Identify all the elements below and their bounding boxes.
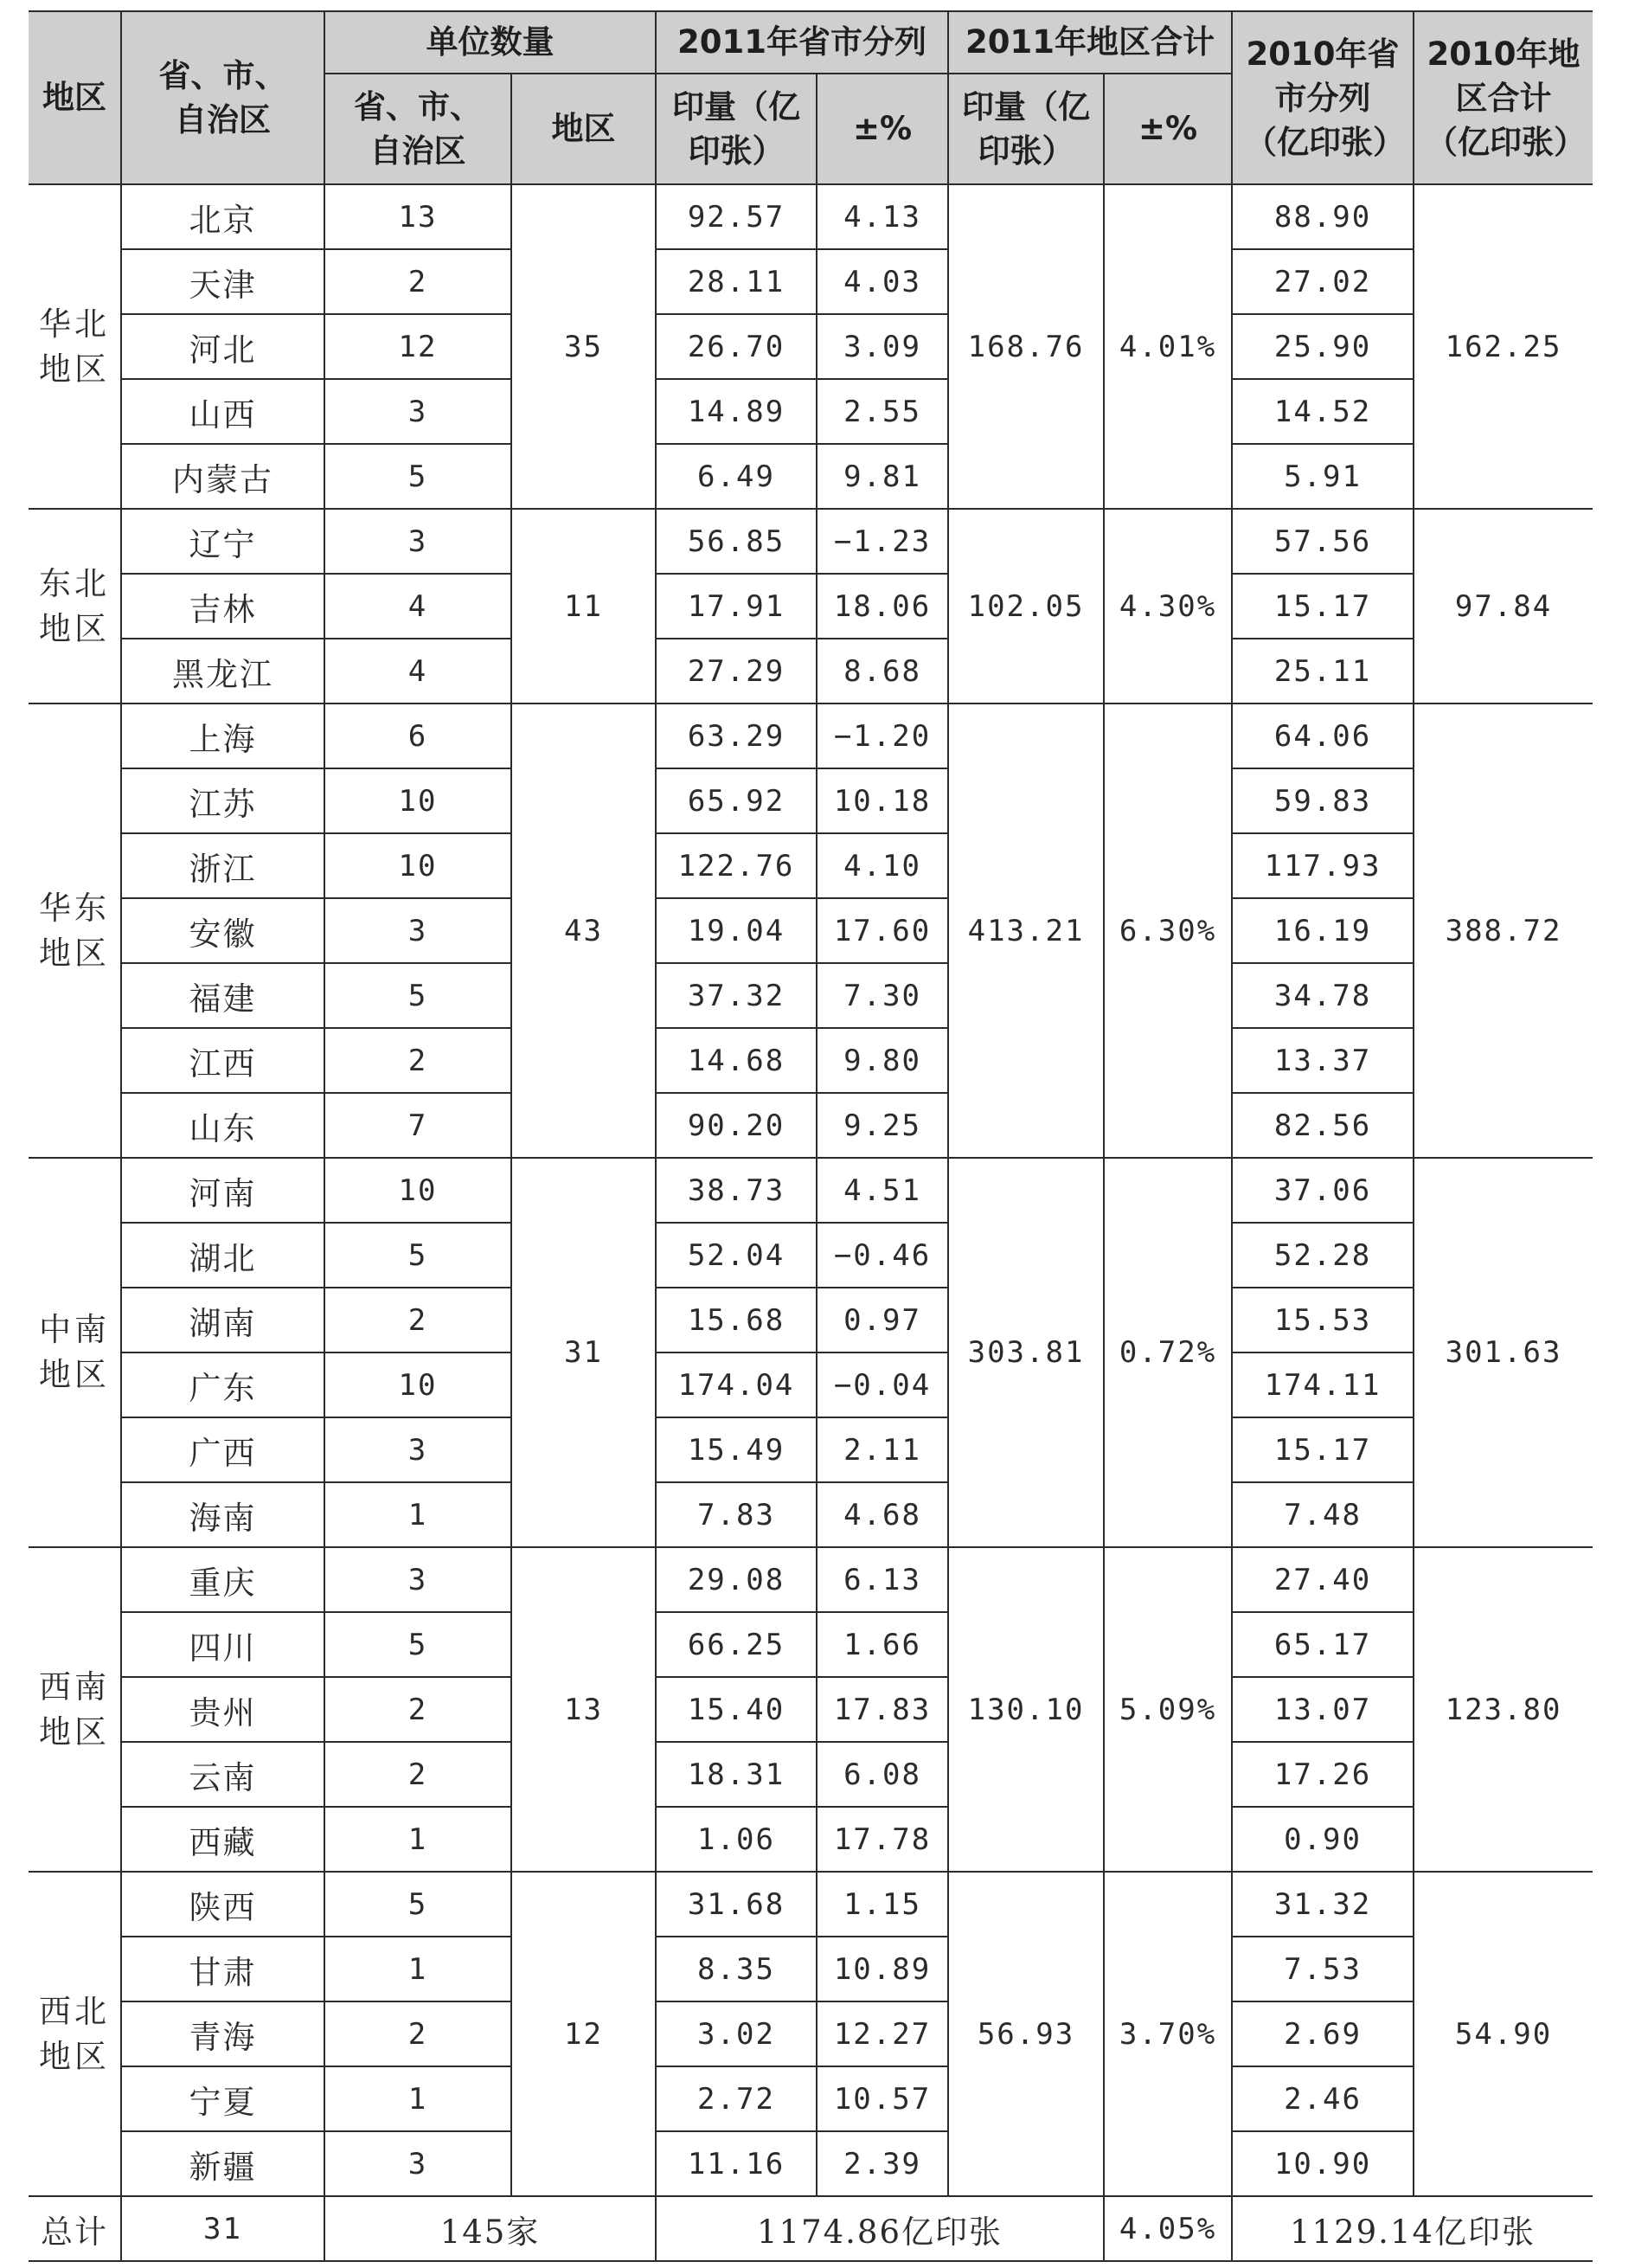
region-pct-2011: 4.01%: [1104, 184, 1232, 509]
province-units: 4: [324, 639, 511, 704]
province-name: 内蒙古: [121, 444, 324, 509]
province-name: 广西: [121, 1417, 324, 1482]
table-row: [29, 1028, 1593, 1093]
volume-2010: 15.17: [1232, 1417, 1414, 1482]
region-total-2010: 388.72: [1414, 704, 1593, 1158]
table-row: [29, 444, 1593, 509]
header-unit-region: 地区: [511, 74, 656, 184]
province-units: 3: [324, 379, 511, 444]
table-row: [29, 1677, 1593, 1742]
province-name: 四川: [121, 1612, 324, 1677]
header-province-text: 省、市、自治区: [158, 57, 287, 138]
volume-2010: 15.17: [1232, 574, 1414, 639]
header-2010-region: [1414, 11, 1593, 184]
region-total-2010: 54.90: [1414, 1872, 1593, 2196]
table-row: [29, 379, 1593, 444]
province-units: 2: [324, 1028, 511, 1093]
total-volume-2010: 1129.14亿印张: [1232, 2196, 1593, 2261]
region-total-2011: 303.81: [948, 1158, 1104, 1547]
header-2010-province: [1232, 11, 1414, 184]
volume-2010: 117.93: [1232, 833, 1414, 898]
pct-2011: 6.13: [817, 1547, 948, 1612]
pct-2011: 18.06: [817, 574, 948, 639]
volume-2010: 27.40: [1232, 1547, 1414, 1612]
header-2011-region-volume-text: 印量（亿印张）: [962, 88, 1091, 170]
pct-2011: −0.46: [817, 1223, 948, 1288]
table-row: [29, 1417, 1593, 1482]
volume-2011: 19.04: [656, 898, 817, 963]
province-name: 上海: [121, 704, 324, 768]
header-2010-province-text: 2010年省市分列（亿印张）: [1245, 35, 1406, 161]
pct-2011: 10.57: [817, 2066, 948, 2131]
province-units: 5: [324, 1223, 511, 1288]
region-name-cell: [29, 704, 121, 1158]
volume-2011: 28.11: [656, 249, 817, 314]
region-pct-2011: 6.30%: [1104, 704, 1232, 1158]
province-name: 江西: [121, 1028, 324, 1093]
province-units: 10: [324, 1158, 511, 1223]
pct-2011: 4.13: [817, 184, 948, 249]
volume-2010: 25.11: [1232, 639, 1414, 704]
region-total-2011: 56.93: [948, 1872, 1104, 2196]
province-units: 4: [324, 574, 511, 639]
pct-2011: 1.15: [817, 1872, 948, 1937]
province-units: 3: [324, 509, 511, 574]
table-row: [29, 1158, 1593, 1223]
table-row: [29, 1093, 1593, 1158]
volume-2010: 0.90: [1232, 1807, 1414, 1872]
volume-2011: 17.91: [656, 574, 817, 639]
volume-2011: 15.68: [656, 1288, 817, 1352]
print-volume-table: [29, 10, 1593, 2262]
province-name: 安徽: [121, 898, 324, 963]
pct-2011: 9.25: [817, 1093, 948, 1158]
pct-2011: 2.11: [817, 1417, 948, 1482]
pct-2011: 3.09: [817, 314, 948, 379]
region-name: 中南地区: [39, 1311, 110, 1393]
volume-2011: 15.40: [656, 1677, 817, 1742]
table-row: [29, 1937, 1593, 2001]
province-units: 1: [324, 1937, 511, 2001]
pct-2011: 2.55: [817, 379, 948, 444]
table-row: [29, 2131, 1593, 2196]
province-units: 10: [324, 1352, 511, 1417]
volume-2011: 174.04: [656, 1352, 817, 1417]
pct-2011: 4.10: [817, 833, 948, 898]
province-units: 2: [324, 1677, 511, 1742]
region-name-cell: [29, 509, 121, 704]
province-units: 3: [324, 1547, 511, 1612]
volume-2010: 13.37: [1232, 1028, 1414, 1093]
pct-2011: 10.18: [817, 768, 948, 833]
total-pct: 4.05%: [1104, 2196, 1232, 2261]
table-body: [29, 184, 1593, 2261]
table-row: [29, 2001, 1593, 2066]
region-total-2011: 102.05: [948, 509, 1104, 704]
table-row: [29, 639, 1593, 704]
province-name: 天津: [121, 249, 324, 314]
table-row: [29, 1288, 1593, 1352]
pct-2011: 9.81: [817, 444, 948, 509]
province-name: 西藏: [121, 1807, 324, 1872]
province-name: 北京: [121, 184, 324, 249]
volume-2010: 14.52: [1232, 379, 1414, 444]
volume-2011: 56.85: [656, 509, 817, 574]
region-name-cell: [29, 1547, 121, 1872]
table-row: [29, 1742, 1593, 1807]
total-row: [29, 2196, 1593, 2261]
volume-2010: 88.90: [1232, 184, 1414, 249]
volume-2011: 6.49: [656, 444, 817, 509]
volume-2011: 31.68: [656, 1872, 817, 1937]
header-unit-province-text: 省、市、自治区: [354, 88, 482, 170]
province-units: 2: [324, 249, 511, 314]
volume-2010: 34.78: [1232, 963, 1414, 1028]
province-units: 10: [324, 833, 511, 898]
pct-2011: 1.66: [817, 1612, 948, 1677]
volume-2011: 122.76: [656, 833, 817, 898]
table-row: [29, 768, 1593, 833]
volume-2011: 38.73: [656, 1158, 817, 1223]
region-total-2010: 301.63: [1414, 1158, 1593, 1547]
pct-2011: 9.80: [817, 1028, 948, 1093]
header-2011-region-volume: [948, 74, 1104, 184]
province-units: 7: [324, 1093, 511, 1158]
header-region: 地区: [29, 11, 121, 184]
header-2011-pct: ±%: [817, 74, 948, 184]
volume-2011: 1.06: [656, 1807, 817, 1872]
region-units: 12: [511, 1872, 656, 2196]
header-2011-region: 2011年地区合计: [948, 11, 1232, 74]
region-pct-2011: 0.72%: [1104, 1158, 1232, 1547]
volume-2010: 65.17: [1232, 1612, 1414, 1677]
volume-2010: 37.06: [1232, 1158, 1414, 1223]
table-row: [29, 1352, 1593, 1417]
region-total-2010: 123.80: [1414, 1547, 1593, 1872]
region-total-2011: 413.21: [948, 704, 1104, 1158]
region-name: 华东地区: [39, 889, 110, 972]
volume-2010: 15.53: [1232, 1288, 1414, 1352]
province-name: 宁夏: [121, 2066, 324, 2131]
pct-2011: 4.68: [817, 1482, 948, 1547]
pct-2011: −1.23: [817, 509, 948, 574]
table-row: [29, 898, 1593, 963]
province-units: 1: [324, 1807, 511, 1872]
province-name: 江苏: [121, 768, 324, 833]
table-row: [29, 249, 1593, 314]
volume-2011: 8.35: [656, 1937, 817, 2001]
province-name: 广东: [121, 1352, 324, 1417]
volume-2011: 29.08: [656, 1547, 817, 1612]
pct-2011: 2.39: [817, 2131, 948, 2196]
table-row: [29, 1807, 1593, 1872]
table-row: [29, 509, 1593, 574]
province-name: 陕西: [121, 1872, 324, 1937]
province-name: 贵州: [121, 1677, 324, 1742]
region-pct-2011: 3.70%: [1104, 1872, 1232, 2196]
province-name: 黑龙江: [121, 639, 324, 704]
province-name: 云南: [121, 1742, 324, 1807]
pct-2011: 8.68: [817, 639, 948, 704]
table-row: [29, 1612, 1593, 1677]
table-row: [29, 574, 1593, 639]
total-provinces: 31: [121, 2196, 324, 2261]
pct-2011: 17.83: [817, 1677, 948, 1742]
table-row: [29, 1547, 1593, 1612]
region-units: 43: [511, 704, 656, 1158]
header-2011-volume-text: 印量（亿印张）: [672, 88, 800, 170]
pct-2011: −0.04: [817, 1352, 948, 1417]
region-units: 35: [511, 184, 656, 509]
header-unit-count: 单位数量: [324, 11, 656, 74]
province-name: 辽宁: [121, 509, 324, 574]
province-name: 重庆: [121, 1547, 324, 1612]
region-name-cell: [29, 184, 121, 509]
volume-2011: 14.68: [656, 1028, 817, 1093]
table-row: [29, 1482, 1593, 1547]
volume-2011: 14.89: [656, 379, 817, 444]
pct-2011: 17.60: [817, 898, 948, 963]
province-units: 13: [324, 184, 511, 249]
province-units: 3: [324, 1417, 511, 1482]
table-row: [29, 1872, 1593, 1937]
total-volume-2011: 1174.86亿印张: [656, 2196, 1104, 2261]
table-row: [29, 2066, 1593, 2131]
province-units: 3: [324, 2131, 511, 2196]
province-name: 山东: [121, 1093, 324, 1158]
province-name: 甘肃: [121, 1937, 324, 2001]
province-name: 山西: [121, 379, 324, 444]
province-name: 福建: [121, 963, 324, 1028]
header-2011-region-pct: ±%: [1104, 74, 1232, 184]
volume-2011: 92.57: [656, 184, 817, 249]
pct-2011: 17.78: [817, 1807, 948, 1872]
volume-2011: 11.16: [656, 2131, 817, 2196]
pct-2011: 10.89: [817, 1937, 948, 2001]
province-units: 6: [324, 704, 511, 768]
table-row: [29, 833, 1593, 898]
total-units: 145家: [324, 2196, 656, 2261]
province-name: 新疆: [121, 2131, 324, 2196]
table-header: [29, 11, 1593, 184]
province-units: 2: [324, 2001, 511, 2066]
volume-2011: 66.25: [656, 1612, 817, 1677]
volume-2010: 10.90: [1232, 2131, 1414, 2196]
pct-2011: 7.30: [817, 963, 948, 1028]
header-2010-region-text: 2010年地区合计（亿印张）: [1426, 35, 1587, 161]
region-pct-2011: 4.30%: [1104, 509, 1232, 704]
volume-2010: 2.69: [1232, 2001, 1414, 2066]
header-province: [121, 11, 324, 184]
pct-2011: −1.20: [817, 704, 948, 768]
province-units: 12: [324, 314, 511, 379]
region-name-cell: [29, 1158, 121, 1547]
region-name: 西南地区: [39, 1667, 110, 1751]
table-row: [29, 963, 1593, 1028]
volume-2011: 63.29: [656, 704, 817, 768]
pct-2011: 4.51: [817, 1158, 948, 1223]
total-label: 总计: [29, 2196, 121, 2261]
province-units: 2: [324, 1288, 511, 1352]
table-row: [29, 314, 1593, 379]
table-row: [29, 704, 1593, 768]
volume-2011: 90.20: [656, 1093, 817, 1158]
region-units: 31: [511, 1158, 656, 1547]
province-units: 1: [324, 2066, 511, 2131]
pct-2011: 4.03: [817, 249, 948, 314]
volume-2010: 174.11: [1232, 1352, 1414, 1417]
volume-2010: 25.90: [1232, 314, 1414, 379]
region-name: 西北地区: [39, 1992, 110, 2075]
volume-2010: 17.26: [1232, 1742, 1414, 1807]
volume-2010: 13.07: [1232, 1677, 1414, 1742]
header-unit-province: [324, 74, 511, 184]
pct-2011: 0.97: [817, 1288, 948, 1352]
pct-2011: 12.27: [817, 2001, 948, 2066]
region-total-2011: 168.76: [948, 184, 1104, 509]
volume-2010: 52.28: [1232, 1223, 1414, 1288]
region-units: 11: [511, 509, 656, 704]
province-name: 湖南: [121, 1288, 324, 1352]
volume-2011: 2.72: [656, 2066, 817, 2131]
province-units: 3: [324, 898, 511, 963]
province-units: 5: [324, 963, 511, 1028]
table-row: [29, 184, 1593, 249]
province-units: 1: [324, 1482, 511, 1547]
header-2011-volume: [656, 74, 817, 184]
region-total-2010: 97.84: [1414, 509, 1593, 704]
region-name-cell: [29, 1872, 121, 2196]
province-units: 5: [324, 1612, 511, 1677]
province-name: 浙江: [121, 833, 324, 898]
volume-2010: 5.91: [1232, 444, 1414, 509]
province-units: 10: [324, 768, 511, 833]
volume-2010: 7.53: [1232, 1937, 1414, 2001]
volume-2011: 52.04: [656, 1223, 817, 1288]
header-2011-province: 2011年省市分列: [656, 11, 948, 74]
region-total-2011: 130.10: [948, 1547, 1104, 1872]
province-units: 5: [324, 1872, 511, 1937]
volume-2011: 27.29: [656, 639, 817, 704]
region-units: 13: [511, 1547, 656, 1872]
volume-2010: 7.48: [1232, 1482, 1414, 1547]
province-name: 湖北: [121, 1223, 324, 1288]
volume-2011: 26.70: [656, 314, 817, 379]
volume-2010: 64.06: [1232, 704, 1414, 768]
province-units: 5: [324, 444, 511, 509]
volume-2011: 15.49: [656, 1417, 817, 1482]
pct-2011: 6.08: [817, 1742, 948, 1807]
province-name: 青海: [121, 2001, 324, 2066]
province-name: 河北: [121, 314, 324, 379]
volume-2010: 82.56: [1232, 1093, 1414, 1158]
province-name: 吉林: [121, 574, 324, 639]
volume-2011: 3.02: [656, 2001, 817, 2066]
region-name: 华北地区: [39, 305, 110, 388]
table-row: [29, 1223, 1593, 1288]
volume-2010: 59.83: [1232, 768, 1414, 833]
region-pct-2011: 5.09%: [1104, 1547, 1232, 1872]
volume-2010: 31.32: [1232, 1872, 1414, 1937]
volume-2010: 2.46: [1232, 2066, 1414, 2131]
province-units: 2: [324, 1742, 511, 1807]
volume-2011: 37.32: [656, 963, 817, 1028]
volume-2011: 7.83: [656, 1482, 817, 1547]
volume-2010: 57.56: [1232, 509, 1414, 574]
volume-2011: 65.92: [656, 768, 817, 833]
region-name: 东北地区: [39, 564, 110, 647]
province-name: 河南: [121, 1158, 324, 1223]
region-total-2010: 162.25: [1414, 184, 1593, 509]
volume-2011: 18.31: [656, 1742, 817, 1807]
province-name: 海南: [121, 1482, 324, 1547]
volume-2010: 27.02: [1232, 249, 1414, 314]
volume-2010: 16.19: [1232, 898, 1414, 963]
